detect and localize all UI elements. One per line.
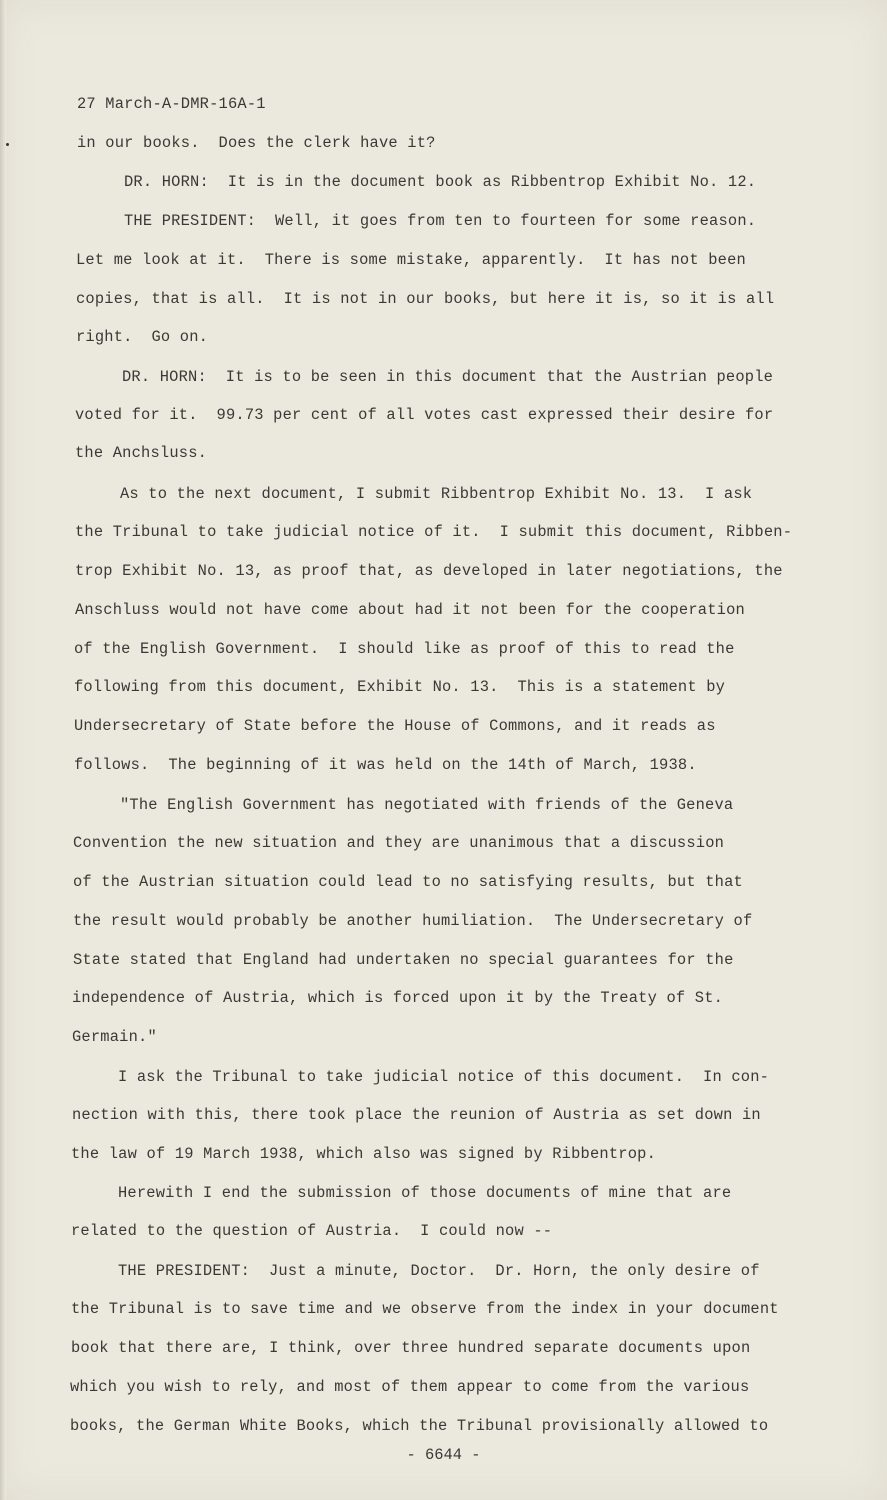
text-line: the result would probably be another humiliation. The Undersecretary of xyxy=(73,912,753,930)
text-line: As to the next document, I submit Ribbentrop Exhibit No. 13. I ask xyxy=(120,485,753,503)
text-line: book that there are, I think, over three hundred separate documents upon xyxy=(71,1339,751,1357)
text-line: Undersecretary of State before the House of Commons, and it reads as xyxy=(74,717,716,735)
text-line: right. Go on. xyxy=(76,328,209,346)
text-line: Germain." xyxy=(72,1028,157,1046)
text-line: the Tribunal to take judicial notice of it. I submit this document, Ribben- xyxy=(75,523,793,541)
text-line: I ask the Tribunal to take judicial notice of this document. In con- xyxy=(118,1068,770,1086)
text-line: of the Austrian situation could lead to no satisfying results, but that xyxy=(73,873,743,891)
text-line: the Anchsluss. xyxy=(75,444,208,462)
text-line: the Tribunal is to save time and we observe from the index in your document xyxy=(71,1300,779,1318)
text-line: DR. HORN: It is in the document book as Ribbentrop Exhibit No. 12. xyxy=(124,173,757,191)
document-reference: 27 March-A-DMR-16A-1 xyxy=(77,95,266,113)
text-line: Herewith I end the submission of those documents of mine that are xyxy=(118,1184,732,1202)
text-line: the law of 19 March 1938, which also was signed by Ribbentrop. xyxy=(71,1145,657,1163)
text-line: trop Exhibit No. 13, as proof that, as developed in later negotiations, the xyxy=(75,562,783,580)
text-line: independence of Austria, which is forced upon it by the Treaty of St. xyxy=(72,989,724,1007)
text-line: of the English Government. I should like as proof of this to read the xyxy=(74,640,735,658)
text-line: Convention the new situation and they are unanimous that a discussion xyxy=(73,834,725,852)
text-line: THE PRESIDENT: Well, it goes from ten to fourteen for some reason. xyxy=(124,212,757,230)
text-line: Anschluss would not have come about had it not been for the cooperation xyxy=(75,601,745,619)
text-line: following from this document, Exhibit No. 13. This is a statement by xyxy=(74,678,726,696)
text-line: copies, that is all. It is not in our books, but here it is, so it is all xyxy=(76,290,775,308)
text-line: Let me look at it. There is some mistake, apparently. It has not been xyxy=(76,251,746,269)
text-line: follows. The beginning of it was held on the 14th of March, 1938. xyxy=(74,756,697,774)
text-line: which you wish to rely, and most of them appear to come from the various xyxy=(70,1378,750,1396)
text-line: "The English Government has negotiated with friends of the Geneva xyxy=(120,796,734,814)
text-line: THE PRESIDENT: Just a minute, Doctor. Dr. Horn, the only desire of xyxy=(118,1262,760,1280)
margin-mark xyxy=(6,143,9,146)
text-line: in our books. Does the clerk have it? xyxy=(77,134,436,152)
page-number: - 6644 - xyxy=(406,1446,481,1464)
text-line: voted for it. 99.73 per cent of all votes cast expressed their desire for xyxy=(75,406,774,424)
text-line: books, the German White Books, which the Tribunal provisionally allowed to xyxy=(70,1417,769,1435)
text-line: related to the question of Austria. I could now -- xyxy=(71,1222,553,1240)
text-line: State stated that England had undertaken no special guarantees for the xyxy=(73,951,734,969)
text-line: DR. HORN: It is to be seen in this document that the Austrian people xyxy=(122,368,774,386)
page-edge-shadow xyxy=(0,0,6,1500)
text-line: nection with this, there took place the reunion of Austria as set down in xyxy=(72,1106,761,1124)
